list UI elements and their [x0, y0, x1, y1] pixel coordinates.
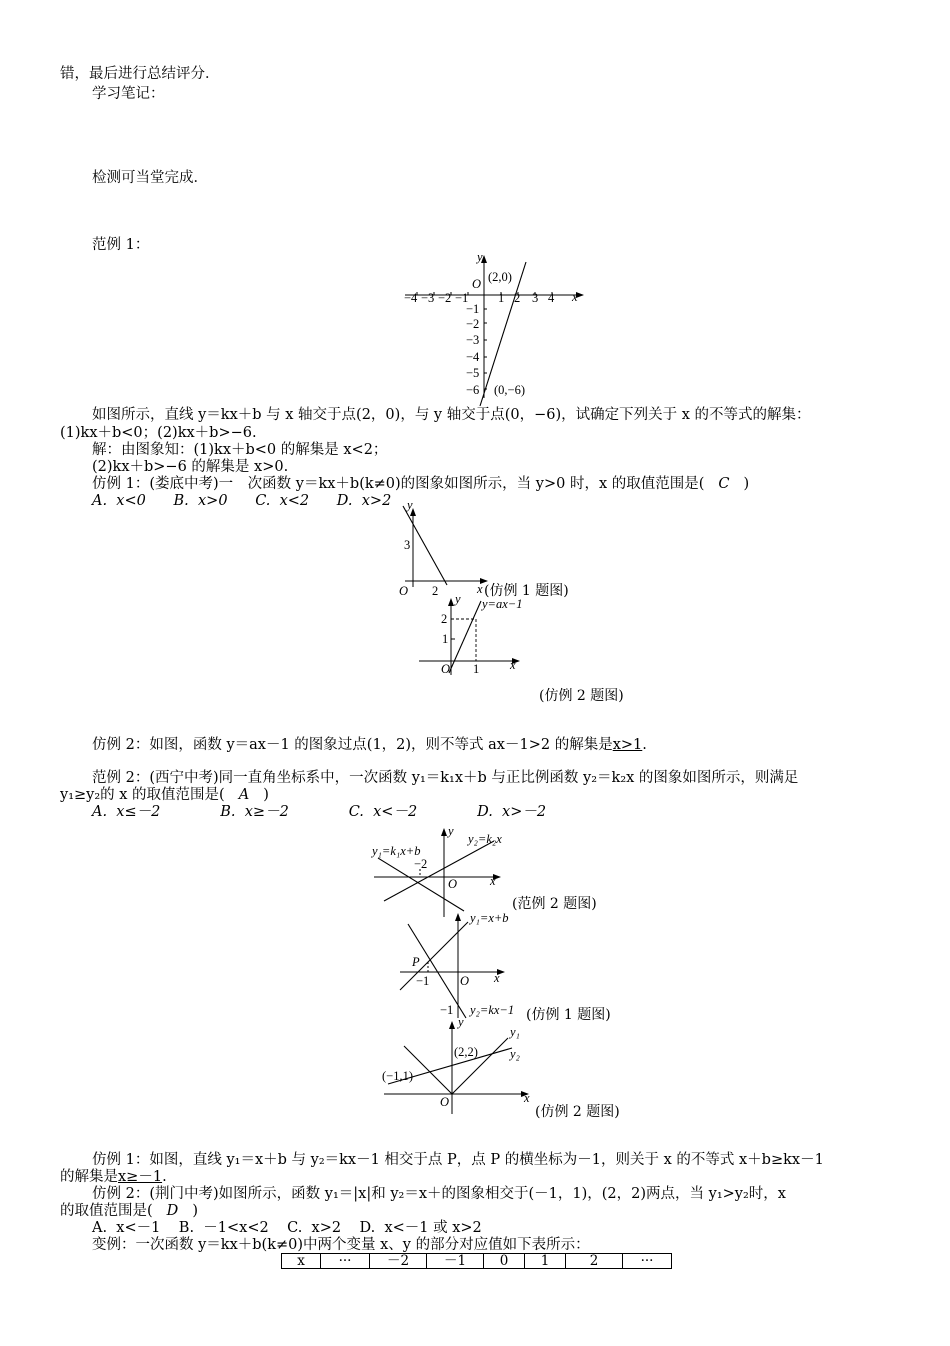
value-table: [281, 1253, 672, 1269]
point-label: (2,2): [454, 1045, 478, 1059]
x-tick-label: 1: [498, 291, 505, 305]
origin-label: O: [460, 974, 470, 988]
table-cell: 0: [484, 1254, 525, 1269]
question-text: y₁≥y₂的 x 的取值范围是( A ): [60, 787, 269, 803]
x-tick-label: −1: [455, 291, 469, 305]
question-text: 的解集是x≥－1.: [60, 1169, 167, 1185]
text-line: 检测可当堂完成．: [92, 170, 208, 186]
tick-label: 3: [404, 538, 411, 552]
tick-label: 1: [442, 632, 449, 646]
question-text: 如图所示，直线 y＝kx＋b 与 x 轴交于点(2，0)，与 y 轴交于点(0，−6)，试确定下列关于 x 的不等式的解集：: [92, 407, 811, 423]
tick-label: 2: [432, 584, 439, 598]
point-label: (0,−6): [494, 383, 525, 397]
axis-label-x: x: [510, 658, 516, 672]
table-cell: ···: [623, 1254, 672, 1269]
tick-label: −2: [414, 857, 428, 871]
x-tick-label: 2: [514, 291, 521, 305]
table-cell: ···: [321, 1254, 370, 1269]
origin-label: O: [441, 662, 451, 676]
point-label: P: [412, 955, 420, 969]
axis-label-y: y: [458, 1015, 464, 1029]
function-label: y₁: [510, 1025, 520, 1039]
figure-1: [400, 248, 600, 408]
axis-label-x: x: [572, 290, 578, 304]
options: A. x≤－2 B. x≥－2 C. x<－2 D. x>－2: [92, 804, 547, 820]
figure-3: [415, 592, 555, 677]
origin-label: O: [399, 584, 409, 598]
question-text: 仿例 1：(娄底中考)一 次函数 y＝kx＋b(k≠0)的图象如图所示，当 y>0 时，x 的取值范围是( C ): [92, 476, 750, 492]
tick-label: 2: [441, 612, 448, 626]
axis-label-y: y: [407, 498, 413, 512]
question-text: 仿例 1：如图，直线 y₁＝x＋b 与 y₂＝kx－1 相交于点 P，点 P 的横坐标为－1，则关于 x 的不等式 x＋b≥kx－1: [92, 1152, 824, 1168]
question-text: (1)kx＋b<0；(2)kx＋b>−6.: [60, 425, 257, 441]
function-label: y₁=x+b: [470, 911, 509, 925]
text-line: 错，最后进行总结评分．: [60, 66, 220, 82]
question-text: 仿例 2：如图，函数 y＝ax－1 的图象过点(1，2)，则不等式 ax－1>2 的解集是x>1.: [92, 737, 647, 753]
y-tick-label: −3: [466, 333, 480, 347]
table-cell: －2: [370, 1254, 427, 1269]
answer: D: [166, 1203, 179, 1219]
solution-text: 解：由图象知：(1)kx＋b<0 的解集是 x<2；: [92, 442, 388, 458]
y-tick-label: −1: [466, 302, 480, 316]
answer: C: [718, 476, 730, 492]
figure-5: [380, 910, 540, 1020]
tick-label: −1: [416, 974, 430, 988]
origin-label: O: [472, 277, 482, 291]
y-tick-label: −4: [466, 350, 480, 364]
y-tick-label: −2: [466, 317, 480, 331]
axis-label-x: x: [494, 971, 500, 985]
question-text: 的取值范围是( D ): [60, 1203, 198, 1219]
answer: x>1: [612, 737, 643, 753]
table-cell: 1: [525, 1254, 566, 1269]
tick-label: 1: [473, 662, 480, 676]
axis-label-x: x: [477, 582, 483, 596]
options: A. x<0 B. x>0 C. x<2 D. x>2: [92, 493, 392, 509]
function-label: y₂=k₂x: [468, 832, 502, 846]
answer: x≥－1: [118, 1169, 163, 1185]
table-row: [282, 1254, 672, 1269]
options: A. x<－1 B. －1<x<2 C. x>2 D. x<－1 或 x>2: [92, 1220, 482, 1236]
point-label: (2,0): [488, 270, 512, 284]
x-tick-label: −4: [404, 291, 418, 305]
figure-6: [378, 1015, 538, 1118]
figure-4: [370, 825, 520, 920]
question-text: 范例 2：(西宁中考)同一直角坐标系中，一次函数 y₁＝k₁x＋b 与正比例函数 y₂＝k₂x 的图象如图所示，则满足: [92, 770, 799, 786]
axis-label-y: y: [455, 592, 461, 606]
function-label: y₂: [510, 1047, 520, 1061]
answer: A: [238, 787, 250, 803]
function-label: y₂=kx−1: [470, 1003, 515, 1017]
origin-label: O: [440, 1095, 450, 1109]
example-heading: 范例 1：: [92, 237, 150, 253]
axis-label-y: y: [477, 250, 483, 264]
table-cell: －1: [427, 1254, 484, 1269]
point-label: (−1,1): [382, 1069, 413, 1083]
solution-text: (2)kx＋b>−6 的解集是 x>0.: [92, 459, 289, 475]
x-tick-label: 4: [548, 291, 555, 305]
figure-caption: (范例 2 题图): [512, 896, 597, 912]
figure-caption: (仿例 2 题图): [535, 1104, 620, 1120]
y-tick-label: −5: [466, 366, 480, 380]
figure-caption: (仿例 1 题图): [484, 583, 569, 599]
origin-label: O: [448, 877, 458, 891]
x-tick-label: −3: [421, 291, 435, 305]
axis-label-x: x: [524, 1091, 530, 1105]
axis-label-x: x: [490, 874, 496, 888]
x-tick-label: −2: [438, 291, 452, 305]
figure-caption: (仿例 1 题图): [526, 1007, 611, 1023]
table-cell: 2: [566, 1254, 623, 1269]
question-text: 变例：一次函数 y＝kx＋b(k≠0)中两个变量 x、y 的部分对应值如下表所示：: [92, 1237, 590, 1253]
study-notes-label: 学习笔记：: [92, 86, 165, 102]
y-tick-label: −6: [466, 383, 480, 397]
function-label: y=ax−1: [482, 597, 523, 611]
axis-label-y: y: [448, 824, 454, 838]
table-cell: x: [282, 1254, 321, 1269]
function-label: y₁=k₁x+b: [372, 844, 421, 858]
tick-label: −1: [440, 1003, 454, 1017]
figure-caption: (仿例 2 题图): [539, 688, 624, 704]
x-tick-label: 3: [532, 291, 539, 305]
question-text: 仿例 2：(荆门中考)如图所示，函数 y₁＝|x|和 y₂＝x＋的图象相交于(－1，1)，(2，2)两点，当 y₁>y₂时，x: [92, 1186, 786, 1202]
